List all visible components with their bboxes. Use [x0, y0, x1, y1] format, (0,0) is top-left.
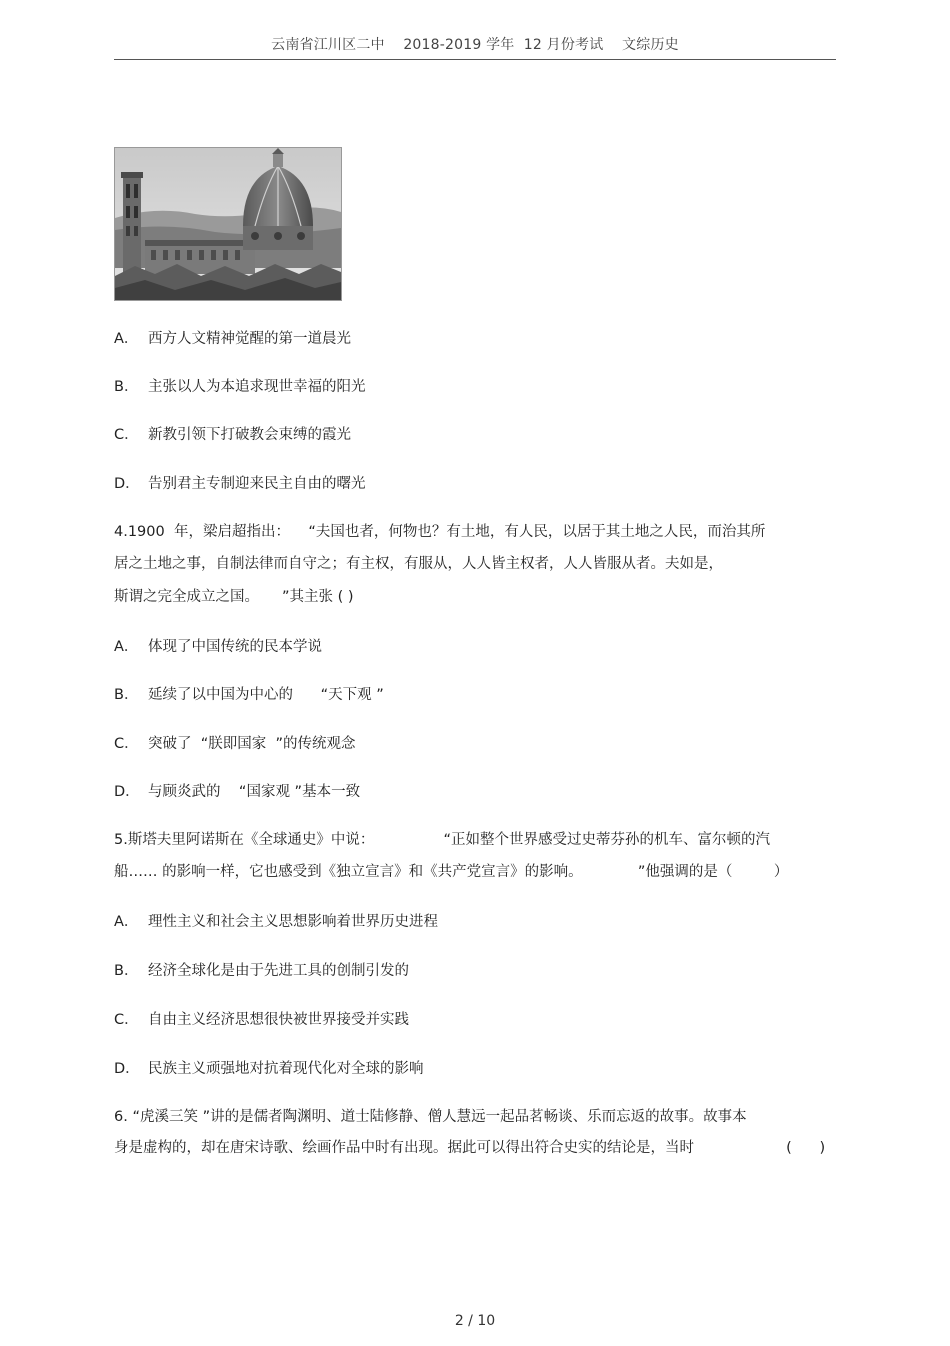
q4-stem-line-3: 斯谓之完全成立之国。 ”其主张 ( ) [114, 589, 354, 605]
q5-option-d [114, 1059, 424, 1079]
q5-option-a [114, 912, 438, 932]
q6-stem-line-1: 6. “虎溪三笑 ”讲的是儒者陶渊明、道士陆修静、僧人慧远一起品茗畅谈、乐而忘返的故事。故事本 [114, 1109, 747, 1125]
q3-option-a [114, 329, 351, 349]
q3-option-c [114, 425, 351, 445]
q6-stem-line-2: 身是虚构的，却在唐宋诗歌、绘画作品中时有出现。据此可以得出符合史实的结论是，当时 ( ) [114, 1140, 826, 1156]
q4-stem-line-2: 居之土地之事，自制法律而自守之；有主权，有服从，人人皆主权者，人人皆服从者。夫如是， [114, 556, 723, 572]
option-letter: A． [114, 639, 139, 655]
option-letter: A． [114, 331, 139, 347]
option-text: 延续了以中国为中心的 “天下观 ” [148, 687, 384, 703]
q3-option-d [114, 474, 366, 494]
q5-stem-line-2: 船…… 的影响一样，它也感受到《独立宣言》和《共产党宣言》的影响。 ”他强调的是（ ） [114, 864, 789, 880]
option-letter: D． [114, 476, 140, 492]
option-letter: D． [114, 1061, 140, 1077]
option-letter: A． [114, 914, 139, 930]
header-divider [114, 59, 836, 60]
option-letter: D． [114, 784, 140, 800]
q4-option-d [114, 782, 360, 802]
option-text: 民族主义顽强地对抗着现代化对全球的影响 [148, 1061, 424, 1077]
option-letter: B． [114, 379, 139, 395]
florence-cathedral-photo [114, 147, 342, 301]
option-letter: C． [114, 736, 139, 752]
option-text: 西方人文精神觉醒的第一道晨光 [148, 331, 351, 347]
page-header: 云南省江川区二中 2018-2019 学年 12 月份考试 文综历史 [271, 37, 679, 53]
q5-option-c [114, 1010, 409, 1030]
q3-option-b [114, 377, 366, 397]
option-letter: B． [114, 963, 139, 979]
option-text: 新教引领下打破教会束缚的霞光 [148, 427, 351, 443]
option-text: 经济全球化是由于先进工具的创制引发的 [148, 963, 409, 979]
option-letter: B． [114, 687, 139, 703]
option-text: 告别君主专制迎来民主自由的曙光 [148, 476, 366, 492]
q4-stem-line-1: 4.1900 年，梁启超指出： “夫国也者，何物也？有土地，有人民，以居于其土地之人民，而治其所 [114, 524, 766, 540]
q4-option-a [114, 637, 322, 657]
q5-stem-line-1: 5.斯塔夫里阿诺斯在《全球通史》中说： “正如整个世界感受过史蒂芬孙的机车、富尔顿的汽 [114, 832, 770, 848]
option-text: 突破了 “朕即国家 ”的传统观念 [148, 736, 356, 752]
option-text: 理性主义和社会主义思想影响着世界历史进程 [148, 914, 438, 930]
q5-option-b [114, 961, 409, 981]
page-number: 2 / 10 [454, 1313, 496, 1329]
option-text: 自由主义经济思想很快被世界接受并实践 [148, 1012, 409, 1028]
q4-option-c [114, 734, 355, 754]
q4-option-b [114, 685, 384, 705]
option-text: 主张以人为本追求现世幸福的阳光 [148, 379, 366, 395]
option-letter: C． [114, 427, 139, 443]
option-text: 体现了中国传统的民本学说 [148, 639, 322, 655]
option-text: 与顾炎武的 “国家观 ”基本一致 [148, 784, 361, 800]
option-letter: C． [114, 1012, 139, 1028]
